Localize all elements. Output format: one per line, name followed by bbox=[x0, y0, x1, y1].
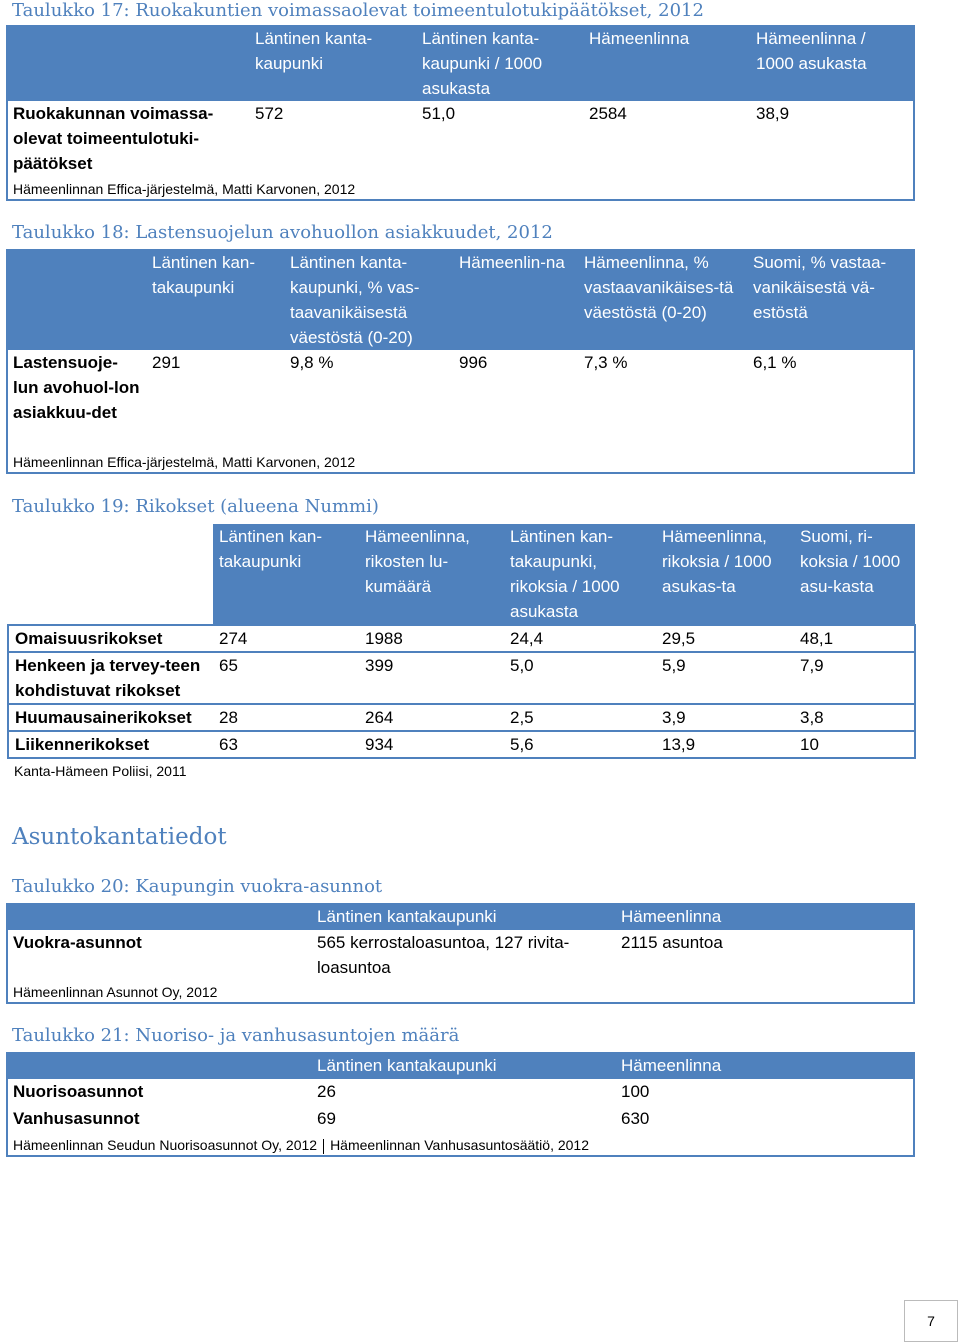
table-19-cell: 63 bbox=[213, 731, 359, 758]
table-19-header: Läntinen kan-takaupunki bbox=[213, 524, 359, 625]
table-19-source: Kanta-Hämeen Poliisi, 2011 bbox=[14, 763, 187, 779]
table-20-cell: 2115 asuntoa bbox=[621, 933, 723, 952]
table-19-row-label: Henkeen ja tervey-teen kohdistuvat rikokset bbox=[8, 652, 213, 704]
table-17-header: Hämeenlinna / 1000 asukasta bbox=[750, 26, 914, 101]
table-18-cell: 291 bbox=[152, 353, 181, 372]
table-18-header: Suomi, % vastaa-vanikäisestä vä-estöstä bbox=[747, 250, 914, 350]
table-19-corner bbox=[8, 524, 213, 625]
table-19-cell: 2,5 bbox=[504, 704, 656, 731]
page-number: 7 bbox=[904, 1300, 958, 1342]
table-21-row-label: Vanhusasunnot bbox=[13, 1109, 140, 1128]
table-19-cell: 13,9 bbox=[656, 731, 794, 758]
table-19-caption: Taulukko 19: Rikokset (alueena Nummi) bbox=[12, 496, 379, 517]
table-18 bbox=[7, 250, 914, 473]
table-19-row-label: Huumausainerikokset bbox=[8, 704, 213, 731]
table-21-caption: Taulukko 21: Nuoriso- ja vanhusasuntojen määrä bbox=[12, 1025, 460, 1046]
table-18-header: Hämeenlin-na bbox=[453, 250, 578, 350]
table-19-cell: 5,9 bbox=[656, 652, 794, 704]
table-19-cell: 5,0 bbox=[504, 652, 656, 704]
table-19-cell: 5,6 bbox=[504, 731, 656, 758]
table-18-caption: Taulukko 18: Lastensuojelun avohuollon asiakkuudet, 2012 bbox=[12, 222, 553, 243]
section-title: Asuntokantatiedot bbox=[12, 824, 227, 850]
table-17-cell: 2584 bbox=[589, 104, 627, 123]
table-21-header: Hämeenlinna bbox=[615, 1053, 914, 1079]
table-20-header: Läntinen kantakaupunki bbox=[311, 904, 615, 930]
table-20-caption: Taulukko 20: Kaupungin vuokra-asunnot bbox=[12, 876, 383, 897]
table-17-row-label: Ruokakunnan voimassa-olevat toimeentulotuki-päätökset bbox=[13, 104, 214, 173]
table-21-cell: 69 bbox=[317, 1109, 336, 1128]
table-19-cell: 934 bbox=[359, 731, 504, 758]
table-18-source: Hämeenlinnan Effica-järjestelmä, Matti Karvonen, 2012 bbox=[13, 454, 356, 470]
table-18-corner bbox=[7, 250, 146, 350]
table-18-cell: 9,8 % bbox=[290, 353, 334, 372]
table-19-cell: 28 bbox=[213, 704, 359, 731]
table-17-source: Hämeenlinnan Effica-järjestelmä, Matti Karvonen, 2012 bbox=[13, 181, 356, 197]
table-19-row-label: Liikennerikokset bbox=[8, 731, 213, 758]
table-18-header: Läntinen kanta-kaupunki, % vas-taavanikäisestä väestöstä (0-20) bbox=[284, 250, 453, 350]
table-19-cell: 3,9 bbox=[656, 704, 794, 731]
table-20-corner bbox=[7, 904, 311, 930]
table-21-row-label: Nuorisoasunnot bbox=[13, 1082, 144, 1101]
table-17-cell: 51,0 bbox=[422, 104, 456, 123]
table-19-cell: 399 bbox=[359, 652, 504, 704]
table-19-cell: 274 bbox=[213, 625, 359, 652]
table-21-source bbox=[7, 1133, 914, 1156]
table-20 bbox=[7, 904, 914, 1003]
table-19-cell: 65 bbox=[213, 652, 359, 704]
table-20-row-label: Vuokra-asunnot bbox=[13, 933, 142, 952]
table-19-cell: 24,4 bbox=[504, 625, 656, 652]
table-21-cell: 100 bbox=[621, 1082, 650, 1101]
table-20-cell: 565 kerrostaloasuntoa, 127 rivita-loasuntoa bbox=[317, 933, 570, 977]
table-19-cell: 264 bbox=[359, 704, 504, 731]
table-17-header: Läntinen kanta-kaupunki bbox=[249, 26, 416, 101]
table-17-header: Läntinen kanta-kaupunki / 1000 asukasta bbox=[416, 26, 583, 101]
table-19-cell: 3,8 bbox=[794, 704, 915, 731]
table-19-cell: 7,9 bbox=[794, 652, 915, 704]
table-19-row-label: Omaisuusrikokset bbox=[8, 625, 213, 652]
table-21-header: Läntinen kantakaupunki bbox=[311, 1053, 615, 1079]
table-21-corner bbox=[7, 1053, 311, 1079]
table-17-caption: Taulukko 17: Ruokakuntien voimassaolevat toimeentulotukipäätökset, 2012 bbox=[12, 0, 704, 21]
table-20-source: Hämeenlinnan Asunnot Oy, 2012 bbox=[13, 984, 218, 1000]
table-17-header: Hämeenlinna bbox=[583, 26, 750, 101]
table-19-header: Hämeenlinna, rikoksia / 1000 asukas-ta bbox=[656, 524, 794, 625]
table-21-cell: 630 bbox=[621, 1109, 650, 1128]
table-19-cell: 10 bbox=[794, 731, 915, 758]
source-separator bbox=[323, 1139, 324, 1154]
table-17-cell: 572 bbox=[255, 104, 284, 123]
table-21-source-b: Hämeenlinnan Vanhusasuntosäätiö, 2012 bbox=[330, 1137, 589, 1153]
table-18-header: Läntinen kan-takaupunki bbox=[146, 250, 284, 350]
table-17-cell: 38,9 bbox=[756, 104, 790, 123]
table-19-cell: 1988 bbox=[359, 625, 504, 652]
table-18-row-label: Lastensuoje-lun avohuol-lon asiakkuu-det bbox=[13, 353, 140, 422]
table-17 bbox=[7, 26, 914, 200]
table-19-cell: 48,1 bbox=[794, 625, 915, 652]
table-19-cell: 29,5 bbox=[656, 625, 794, 652]
table-18-cell: 996 bbox=[459, 353, 488, 372]
table-21-source-a: Hämeenlinnan Seudun Nuorisoasunnot Oy, 2012 bbox=[13, 1137, 318, 1153]
table-18-cell: 6,1 % bbox=[753, 353, 797, 372]
table-19-header: Läntinen kan-takaupunki, rikoksia / 1000 asukasta bbox=[504, 524, 656, 625]
table-19 bbox=[7, 524, 916, 782]
table-18-header: Hämeenlinna, % vastaavanikäises-tä väestöstä (0-20) bbox=[578, 250, 747, 350]
table-19-header: Hämeenlinna, rikosten lu-kumäärä bbox=[359, 524, 504, 625]
table-21 bbox=[7, 1053, 914, 1156]
table-20-header: Hämeenlinna bbox=[615, 904, 914, 930]
table-19-header: Suomi, ri-koksia / 1000 asu-kasta bbox=[794, 524, 915, 625]
table-17-corner bbox=[7, 26, 249, 101]
table-21-cell: 26 bbox=[317, 1082, 336, 1101]
table-18-cell: 7,3 % bbox=[584, 353, 628, 372]
